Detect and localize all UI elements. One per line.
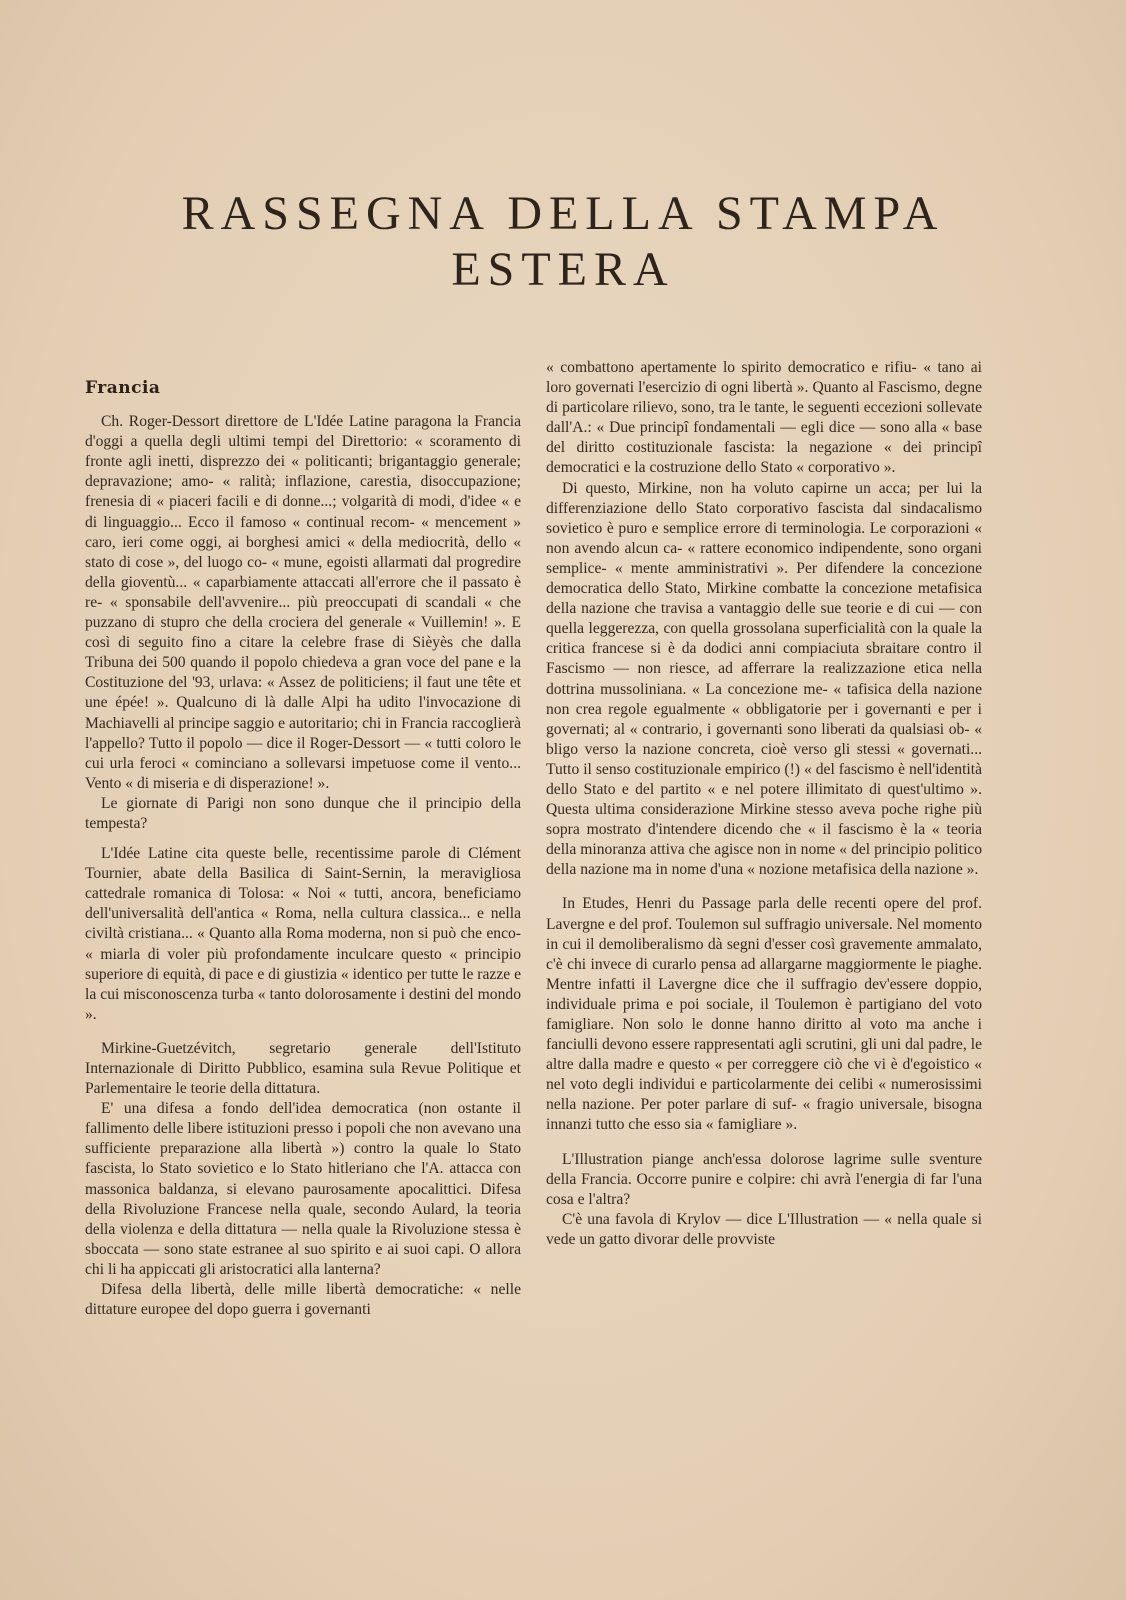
left-column [85,378,521,1320]
article-paragraph: L'Illustration piange anch'essa dolorose lagrime sulle sventure della Francia. Occorre punire e colpire: chi avrà l'energia di far l'una cosa e l'altra? [546,1150,982,1208]
right-column [546,358,982,1250]
article-paragraph: C'è una favola di Krylov — dice L'Illustration — « nella quale si vede un gatto divorar delle provviste [546,1210,982,1248]
article-paragraph: Le giornate di Parigi non sono dunque che il principio della tempesta? [85,794,521,832]
article-paragraph: Difesa della libertà, delle mille libertà democratiche: « nelle dittature europee del dopo guerra i governanti [85,1281,521,1319]
page-title-continued: ESTERA [451,243,675,296]
section-heading-francia: Francia [85,378,161,398]
page-title: RASSEGNA DELLA STAMPA [181,187,945,240]
article-paragraph: L'Idée Latine cita queste belle, recentissime parole di Clément Tournier, abate della Basilica di Saint-Sernin, la meravigliosa cattedrale romanica di Tolosa: « Noi « tutti, ancora, beneficiamo dell'universalità dell'antica « Roma, nella cultura classica... e nella civiltà cristiana... « Quanto alla Roma moderna, non si può che enco- « miarla di voler più profondamente inculcare questo « principio superiore di equità, di pace e di giustizia « identico per tutte le razze e la cui misconoscenza turba « tanto dolorosamente i destini del mondo ». [85,845,522,1023]
article-paragraph: E' una difesa a fondo dell'idea democratica (non ostante il fallimento delle libere istituzioni presso i popoli che non avevano una sufficiente preparazione alla libertà ») contro la quale lo Stato fascista, lo Stato sovietico e lo Stato hitleriano che l'A. attacca con massonica baldanza, si elevano paurosamente apocalittici. Difesa della Rivoluzione Francese nella quale, secondo Aulard, la teoria della violenza e della dittatura — nella quale la Rivoluzione stessa è sboccata — sono state estranee al suo spirito e ai suoi capi. O allora chi li ha appiccati gli aristocratici alla lanterna? [85,1100,521,1278]
article-paragraph: In Etudes, Henri du Passage parla delle recenti opere del prof. Lavergne e del prof. Toulemon sul suffragio universale. Nel momento in cui il demoliberalismo dà segni d'esser così gravemente ammalato, c'è chi invece di curarlo pensa ad allargarne maggiormente le piaghe. Mentre infatti il Lavergne dice che il suffragio dev'essere doppio, individuale prima e poi sociale, il Toulemon è partigiano del voto famigliare. Non solo le donne hanno diritto al voto ma anche i fanciulli devono essere rappresentati agli scrutini, gli uni dal padre, le altre dalla madre e questo « per correggere ciò che vi è d'egoistico « nel voto degli individui e particolarmente dei celibi « numerosissimi nella nazione. Per poter parlare di suf- « fragio universale, bisogna innanzi tutto che esso sia « famigliare ». [546,895,982,1134]
article-paragraph: « combattono apertamente lo spirito democratico e rifiu- « tano ai loro governati l'esercizio di ogni libertà ». Quanto al Fascismo, degne di particolare rilievo, sono, tra le tante, le seguenti eccezioni sollevate dall'A.: « Due principî fondamentali — egli dice — sono alla « base del diritto costituzionale fascista: la negazione « dei principî democratici e la costruzione dello Stato « corporativo ». [546,359,982,477]
article-paragraph: Di questo, Mirkine, non ha voluto capirne un acca; per lui la differenziazione dello Stato corporativo fascista dal sindacalismo sovietico è puro e semplice errore di terminologia. Le corporazioni « non avendo alcun ca- « rattere economico indipendente, sono organi semplice- « mente amministrativi ». Per difendere la concezione democratica dello Stato, Mirkine combatte la concezione metafisica della nazione che travisa a vantaggio delle sue teorie e di cui — con quella leggerezza, con quella grossolana superficialità con la quale la critica francese si è da dodici anni compiaciuta sbraitare contro il Fascismo — non riesce, ad afferrare la realizzazione etica nella dottrina mussoliniana. « La concezione me- « tafisica della nazione non crea regole egualmente « obbligatorie per i governanti e per i governati; al « contrario, i governanti sono liberati da qualsiasi ob- « bligo verso la nazione concreta, cioè verso gli stessi « governati... Tutto il senso costituzionale empirico (!) « del fascismo è nell'identità dello Stato e del partito « e nel potere illimitato di quest'ultimo ». Questa ultima considerazione Mirkine stesso aveva poche righe più sopra mostrato d'intendere dicendo che « il fascismo è la « teoria della minoranza attiva che agisce non in nome « del principio politico della nazione ma in nome d'una « nozione metafisica della nazione ». [546,479,982,879]
article-paragraph: Ch. Roger-Dessort direttore de L'Idée Latine paragona la Francia d'oggi a quella degli ultimi tempi del Direttorio: « scoramento di fronte agli inetti, disprezzo dei « politicanti; brigantaggio generale; depravazione; amo- « ralità; inflazione, carestia, disoccupazione; frenesia di « piaceri facili e di donne...; volgarità di modi, d'idee « e di linguaggio... Ecco il famoso « continual recom- « mencement » caro, ieri come oggi, ai borghesi amici « della mediocrità, dello « stato di cose », del luogo co- « mune, egoisti allarmati dal progredire della gioventù... « caparbiamente attaccati all'errore che il passato è re- « sponsabile dell'avvenire... più preoccupati di scandali « che puzzano di stupro che della crociera del generale « Vuillemin! ». E così di seguito fino a citare la celebre frase di Sièyès che dalla Tribuna dei 500 quando il popolo chiedeva a gran voce del pane e la Costituzione del '93, urlava: « Assez de politiciens; il faut une tête et une épée! ». Qualcuno di là dalle Alpi ha udito l'invocazione di Machiavelli al principe saggio e autoritario; chi in Francia raccoglierà l'appello? Tutto il popolo — dice il Roger-Dessort — « tutti coloro le cui urla feroci « cominciano a sollevarsi impetuose come il vento... Vento « di miseria e di disperazione! ». [85,413,522,792]
article-paragraph: Mirkine-Guetzévitch, segretario generale dell'Istituto Internazionale di Diritto Pubblico, esamina sula Revue Politique et Parlementaire le teorie della dittatura. [85,1039,521,1098]
